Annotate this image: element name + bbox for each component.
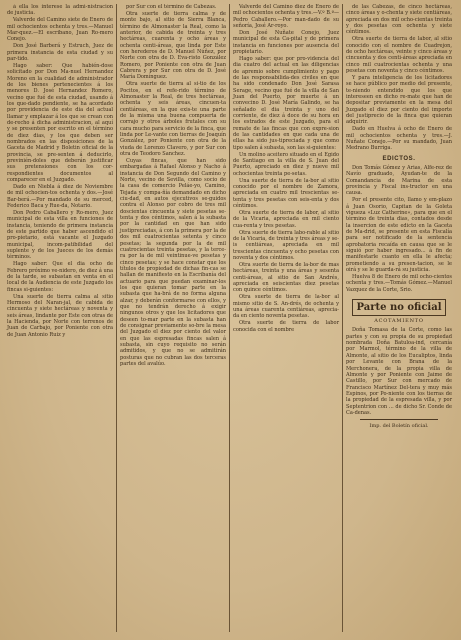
printer-credit: Imp. del Boletín oficial.: [369, 423, 429, 430]
paragraph: Don José Barberá y Estruch, Juez de primera instancia de esta ciudad y su par-tido.: [7, 43, 113, 62]
paragraph: por Sur con el término de Cabezas.: [126, 4, 217, 10]
column-4: [342, 4, 455, 632]
divider: [360, 419, 438, 420]
paragraph: Huelva 8 de Enero de mil ocho-cientos ochenta y tres.—Tomás Gómez.—Manuel Vazquez de la Corte, Srio.: [346, 274, 452, 293]
paragraph: Dado en Niebla á diez de Noviembre de mil ochocien-tos ochenta y dos.—José Bar-berá.—Por mandado de su merced, Federico Baca y Rue-da, Notario.: [7, 184, 113, 210]
section-title: Parte no oficial: [352, 299, 446, 316]
paragraph: Y para inteligencia de los licitadores se hace público por medio del presente, te-niendo entendido que los que intereseen en dicho re-mate que han de depositar previamente en la mesa del Juzgado el diez por ciento del importe del justiprecio de la finca que quieran adquirir.: [346, 74, 452, 126]
section-subtitle: ACOTAMIENTO: [374, 318, 424, 325]
paragraph: Dado en Huelva á ocho de Enero de mil ochocientos ochenta y tres.—J. Nuñate Conejo.—Por su mandado, Juan Medrano Burriga.: [346, 126, 452, 152]
paragraph: Hago saber: Que habién-dose solicitado por Don Ma-nuel Hernandez Moreno en la cualidad de administrador de los bienes pertenecientes á los menores D. José Hernandez Romero, vecino que fué de esta ciudad, usando á los que-dado pendiente, se ha acordado por providencia de este dia del actual llamar y emplazar á los que se crean con de-recho á dicha administracion, al aquí y se presenten por escrito en el término de diez dias, y los que deben ser nombrados en las disposiciones de la Gaceta de Madrid y Boletin oficial de la provincia, se pre-senten á deducirlo, previnién-doles que deberán justificar sus pretensiones con los cor-respondientes documentos al comparecer en el Juzgado.: [7, 62, 113, 184]
column-3: [229, 4, 342, 632]
paragraph: Otra suerte de tierra labo-rable al sitio de la Vicaria, de treinta y tres áreas y se-is centiáreas, apreciada en mil trescientas cincuenta y ocho pesetas con noventa y dos céntimos.: [233, 229, 339, 261]
paragraph: Por el presente cito, llamo y em-plazo á Juan Osorio, Capitan de la Goleta vigueza «Luz Catherine», para que en el término de treinta dias, contados desde la insercion de este edicto en la Gaceta de Ma-drid, se presente en esta Fiscalía para ser notificado de la sentencia aprobatoria recaída en causa que se le siguió por haber ingresado... á fin de manifestarle cuanto en ella le afecta; prometiendo a su presen-tacion, se le oirá y se le guarda-rá su justicia.: [346, 197, 452, 274]
paragraph: Don Pedro Caballero y Ro-mero, Juez municipal de esta villa en funciones de instancia, teniendo de primera instancia de este partido que haber ascendido el pro-pietario, está vacante el Juzgado municipal, incom-patibilidad del suplente y de los Jueces de los demás términos.: [7, 209, 113, 261]
paragraph: Otra suerte de tierra de labor conocida con el nombre: [233, 320, 339, 333]
paragraph: Un molino aceitero situado en el Egido de Santiago en la villa de S. Juan del Puerto, apreciado en diez y nueve mil ochocientas treinta pe-setas.: [233, 151, 339, 177]
paragraph: Una suerte de tierra de la-bor al sitio conocido por el nombre de Zamora, apreciada en cuatro mil trescientas se-tenta y tres pesetas con seis-enta y dos céntimos.: [233, 177, 339, 210]
paragraph: Otra suerte de tierra de la-bor al mismo sitio de S. An-drés, de ochenta y una áreas cuarenta centiáreas, aprecia-da en ciento noventa pesetas.: [233, 294, 339, 320]
paragraph: Valverde del Camino diez de Enero de mil ochocientos ochenta y tres.—V.º B.º—Pedro Caballero.—Por man-dado de su señoría, José Ar-royo.: [233, 4, 339, 30]
paragraph: de las Cabezas, de cinco hectáreas, cinco áreas y o-chenta y siete centiáreas, apreciada en dos mil ocho-cientas treinta y dos pesetas con ochenta y siete céntimos.: [346, 4, 452, 36]
paragraph: Otra suerte de tierra calma y de monte bajo, al sitio de Sierra Blanca, término de Almonaster la Real, como la anterior, de cabida de treinta y tres hectáreas, cuarenta y ocho áreas y ochenta centi-áreas, que linda por Este con herederos de D. Manuel Núñez, por Norte con otra de D. Eva-risto González Romero, por Poniente con otra de Juan Cabrera y por Sur con otra de D. José María Domínguez.: [120, 10, 226, 81]
paragraph: Otra suerte de tierra de labor, al sitio de la Vicaria, apreciada en mil ciento cua-renta y tres pesetas.: [233, 209, 339, 229]
paragraph: Otra suerte de tierra de la-bor de mas hectáreas, treinta y una áreas y sesenta centi-áreas, al sitio de San Andrés, apreciada en seiscientas diez pesetas con quince céntimos.: [233, 261, 339, 294]
column-1: [4, 4, 116, 632]
paragraph: Una suerte de tierra calma al sitio Hermoso del Naran-jal, de cabida de cincuenta y siete hectáreas y noventa y seis áreas, lindante por Este con otras de la Hacienda, por Norte con terrenos de Juan de Carbajo, por Poniente con otra de Juan Antonio Ruiz y: [7, 293, 113, 338]
paragraph: Doña Tomasa de la Corte, como las partes y con su propia de su propiedad nombrada Doña Batuloa-ind, cercanía por Marmol, término de la villa de Almonte, al sitio de los Eucaliptos, linda por Levante con Brana de la Merchonera, de la propia villa de Almonte y por Poniente con Jaime de Castillo, por Sur con mercado de Francisco Martínez Del-tera y muy más Espinos, por Po-niente con los tierras de la propiedad de la espresada villa, y por Septentrion con ... de dicho Sr. Conde de Ca-denas.: [346, 327, 452, 416]
paragraph: Cuyas fincas, que han sido embargadas á Rafael Alonso y Nacho á instancia de Don Segundo del Camino y Norte, vecino de Sevilla, como socio de la casa de comercio Peláe-yo, Camino, Tejada y compa-ñía demandado en dicho ciu-dad, en autos ejecutivos se-guidos contra el Alonso por cobro de tres mil doscientas cincuenta y siete pesetas se-tenta y dos céntimos, salen á la subasta por la cantidad en que han sido justipreciadas, á con la primera por la de dos mil cuatrocientas setenta y cinco pesetas; la segunda por la de mil cuatrocientas treinta pesetas, y la terce-ra por la de mil veintinue-ve pesetas y cinco pesetas; y se hace constar que los títulos de propiedad de dichas fin-cas se hallan de manifiesto en la Escribanía del actuario para que puedan examinar-los los que quieran tomar parte en la subasta que ha-brá de no forma alguna alzar, y deberán conformarse con ellos, y que no tendrán derecho á exigir ningunos otros y que los licitadores que deseen to-mar parte en la subasta han de consignar previamente so-bre la mesa del Juzgado el diez por ciento del valor en que las espresadas fincas salen á subasta, sin cuyo requisito no serán admitidos, y que no se admitirán posturas que no cubran las dos terceras partes del avalúo.: [120, 158, 226, 368]
paragraph: Don José Nuñate Conejo, Juez municipal de esta Ca-pital y de primera instancia en funciones por ausencia del propietario.: [233, 29, 339, 55]
column-4-top-text: [346, 4, 452, 152]
paragraph: Otra suerte de tierra de labor, al sitio conocido con el nombre de Cuadrejon, de ocho hectáreas, veinte y cinco áreas y cincuenta y dos centi-áreas apreciada en cinco mil cuatrocientas ochenta y una pesetas con noventa y cinco céntimos.: [346, 36, 452, 75]
paragraph: Hago saber: que por pro-videncia del dia cuatro del actual en las diligencias de apremio sobre cumplimiento y pago de las responsabilida-des civiles en que ha sido condenado Don José Sarasa Serage, vecino que fué de la villa de San Juan del Puerto, por muerte á un convecino D. José María Galindo, se ha señalado el dia treinta y uno del corriente, de diez á doce de su hora en los estrados de este Juzgado, para el remate de las fincas que con expre-sion de las cantidades en que cada una de ellas ha sido jus-tipreciada y que como tipo salen á subasta, son las si-guientes:: [233, 55, 339, 151]
columns: [4, 4, 455, 632]
paragraph: Hago saber: Que el dia ocho de Febrero próximo ve-nidero, de diez á una de la tarde, se subastan en venta en el local de la Audiencia de este Juzgado los fincas si-guientes:: [7, 261, 113, 293]
edictos-heading: EDICTOS.: [382, 155, 416, 162]
paragraph: Don Tomás Gómez y Arias, Alfe-rez de Navío graduado, Ayudan-te de la Comandancia de Marina de esta provincia y Fiscal ins-tructor en una causa.: [346, 165, 452, 197]
edictos-text: [346, 165, 452, 293]
column-2: [116, 4, 229, 632]
paragraph: á ella los interese la admi-nistracion de justicia.: [7, 4, 113, 17]
section-text: [346, 327, 452, 416]
paragraph: Otra suerte de tierra al si-tio de los Pocitos, en el refe-rido término de Almonaster la Real, de tres hectáreas, ochenta y seis áreas, cincuen-ta centiáreas, en la que exis-te una parte de la misma una buena compuerta de corrajo y otros árboles frutales con su cara mucho para servicio de la finca, que linda por Le-vante con tierras de Joaquín González, por Poniente con otra de la viuda de Lorenzo Clavero, y por Sur con otra de Teodoro Sanchez.: [120, 81, 226, 158]
paragraph: Valverde del Camino siete de Enero de mil ochocientos ochenta y tres.—Manuel Mar-quez.—El escribano, Juan Ro-mero Conejo.: [7, 17, 113, 43]
